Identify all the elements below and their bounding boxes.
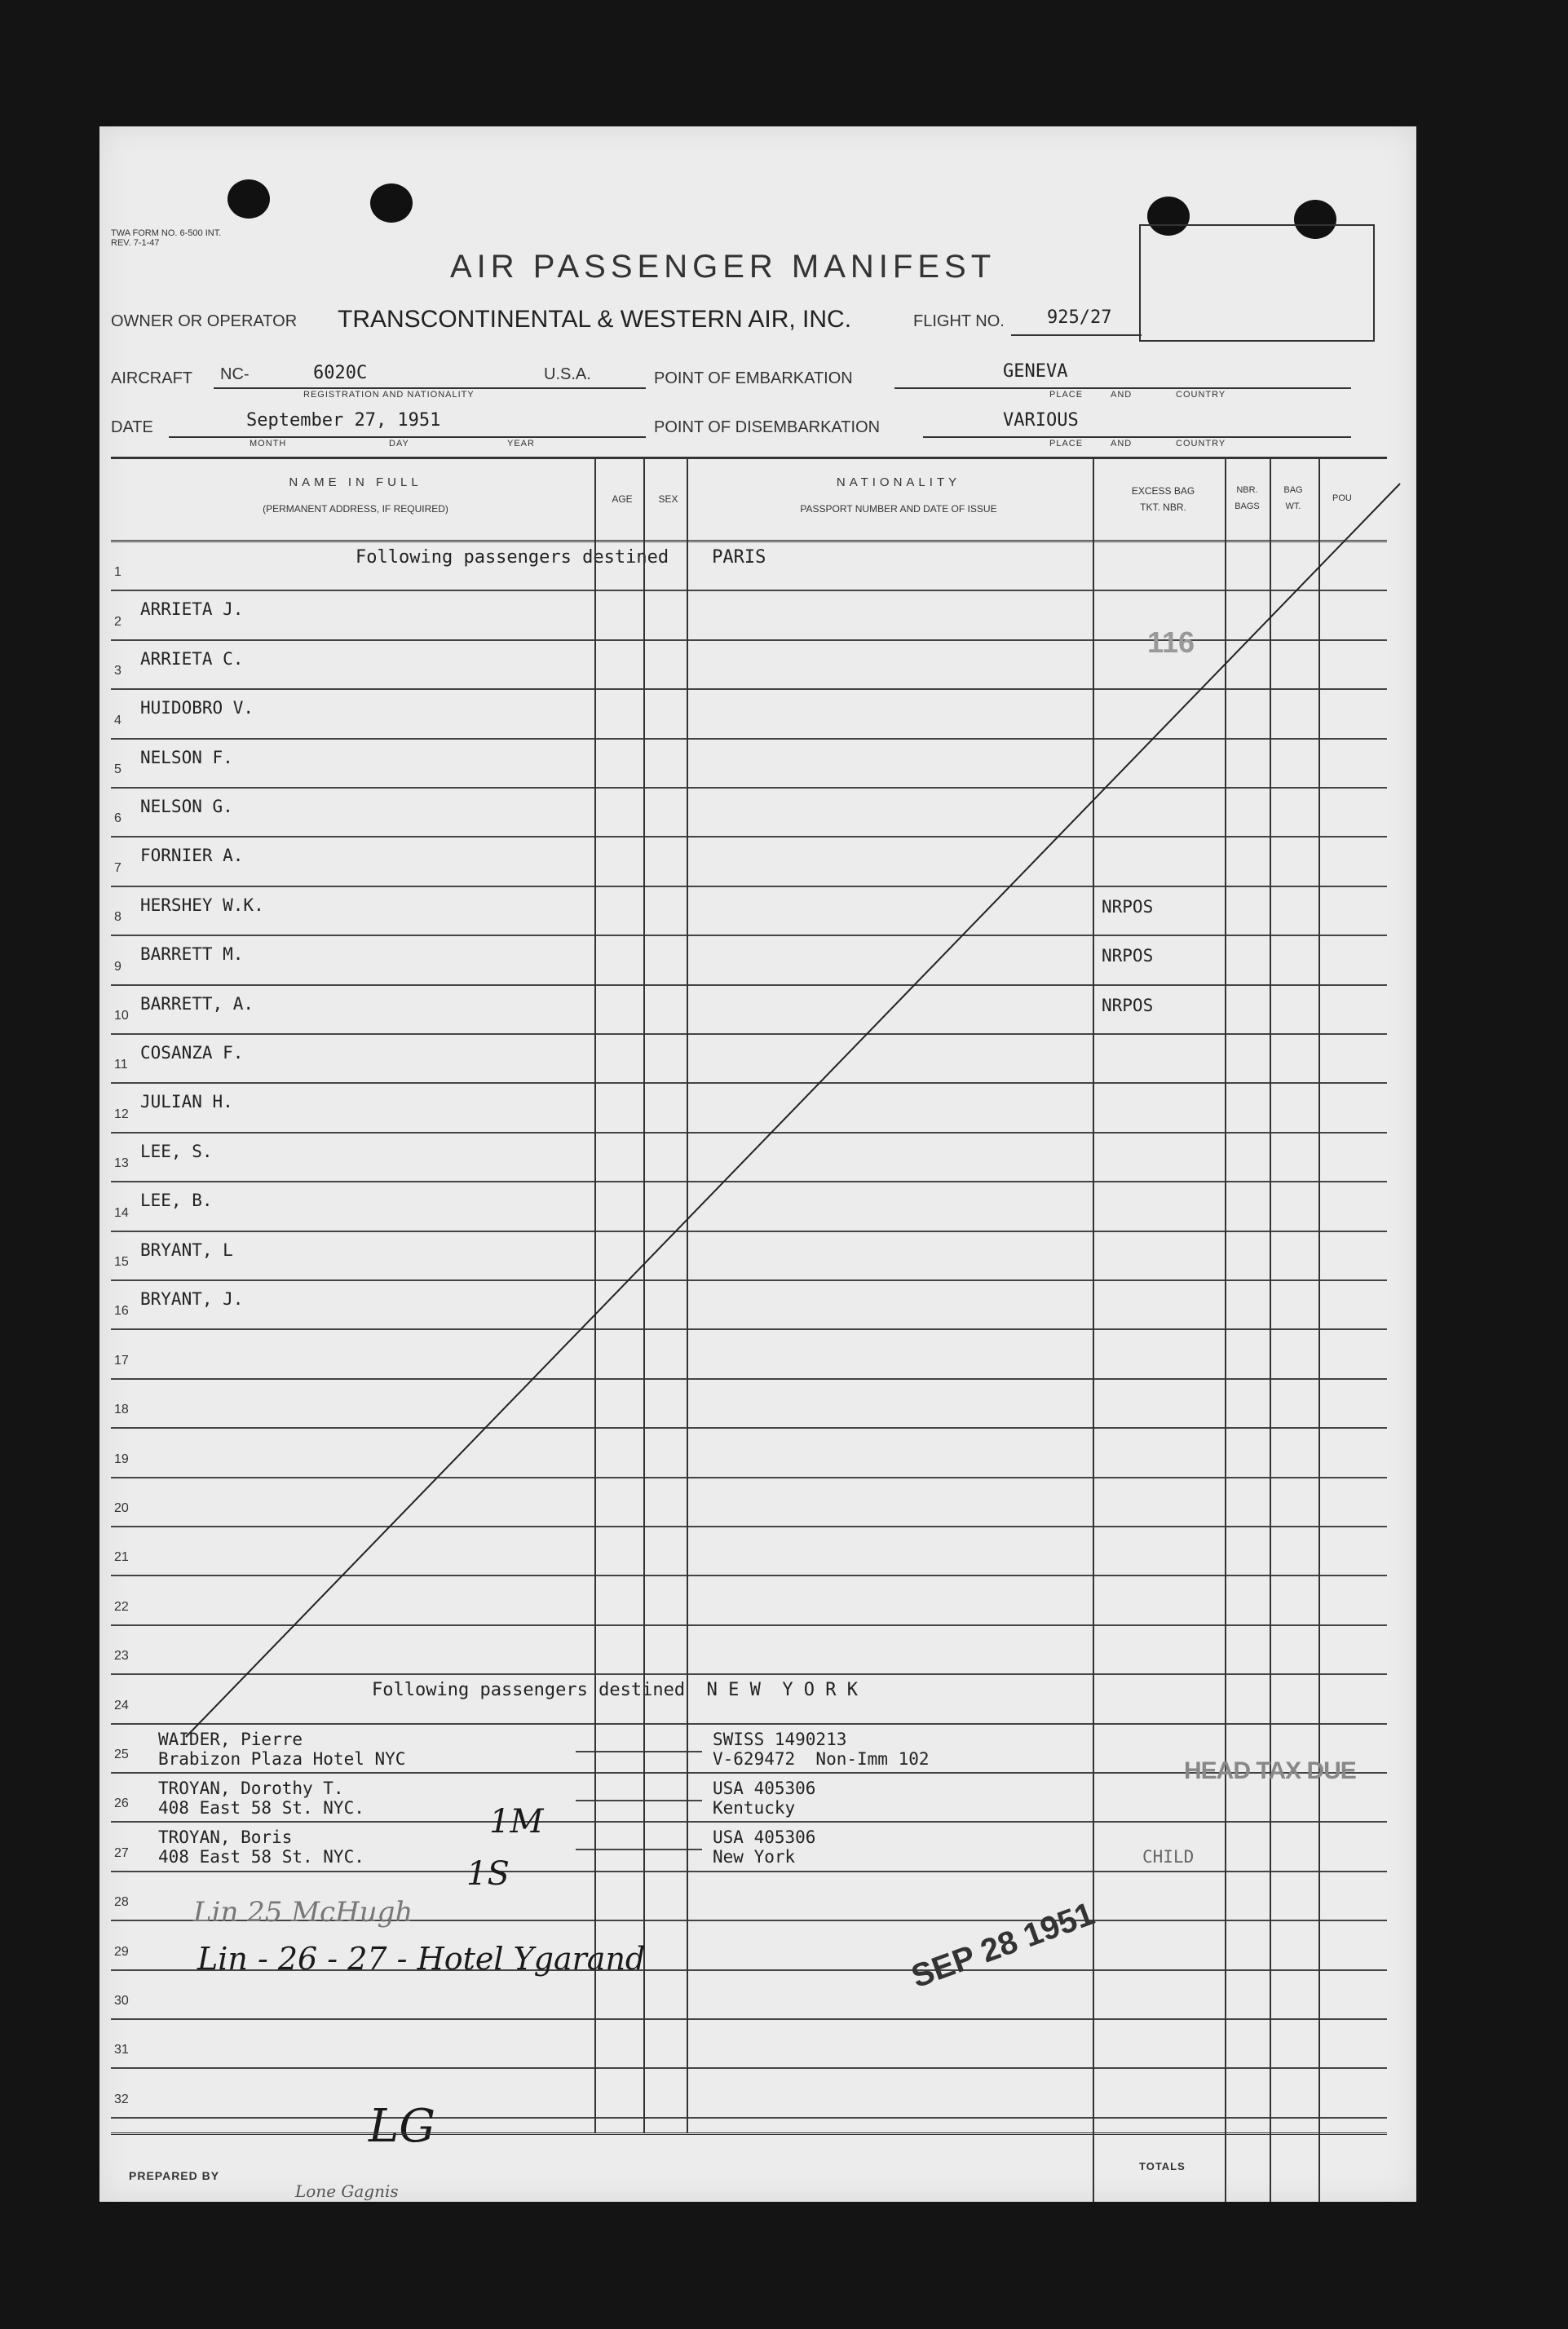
passenger-name: COSANZA F. [140, 1043, 244, 1063]
manifest-sheet [99, 126, 1416, 2202]
owner-value: TRANSCONTINENTAL & WESTERN AIR, INC. [338, 306, 852, 333]
excess-bag-note: NRPOS [1102, 995, 1154, 1015]
embark-caption-and: AND [1111, 390, 1133, 400]
col-sex-header: SEX [658, 493, 678, 505]
passenger-address: Brabizon Plaza Hotel NYC [158, 1748, 406, 1769]
row-number: 24 [114, 1698, 129, 1712]
passenger-name: TROYAN, Dorothy T. [158, 1779, 344, 1798]
passenger-address: 408 East 58 St. NYC. [158, 1847, 364, 1867]
passport-number: SWISS 1490213 [713, 1729, 847, 1749]
excess-bag-note: NRPOS [1102, 896, 1154, 917]
handwritten-note-1: Lin 25 McHugh [193, 1896, 413, 1929]
row-number: 11 [114, 1058, 128, 1072]
row-number: 30 [114, 1993, 129, 2008]
passenger-name: BARRETT M. [140, 944, 244, 965]
row-number: 17 [114, 1353, 129, 1368]
passenger-name: FORNIER A. [140, 846, 244, 866]
embark-label: POINT OF EMBARKATION [654, 369, 853, 387]
disembark-value: VARIOUS [1003, 410, 1079, 431]
col-age-header: AGE [612, 493, 633, 505]
embark-caption-place: PLACE [1049, 390, 1084, 400]
row-number: 23 [114, 1649, 129, 1664]
row-number: 10 [114, 1008, 129, 1023]
row-number: 19 [114, 1452, 129, 1466]
row-number: 28 [114, 1895, 129, 1910]
passenger-name: ARRIETA C. [140, 648, 244, 669]
row-number: 31 [114, 2043, 129, 2057]
excess-bag-note: NRPOS [1102, 946, 1154, 966]
row-number: 16 [114, 1304, 129, 1319]
passenger-name: NELSON G. [140, 797, 233, 816]
row-number: 7 [114, 860, 121, 875]
col-bag-header: BAG [1283, 485, 1303, 495]
footer-rule [111, 2132, 1387, 2135]
col-nationality-sub: PASSPORT NUMBER AND DATE OF ISSUE [800, 503, 997, 515]
prepared-by-label: PREPARED BY [129, 2169, 220, 2182]
passenger-name: LEE, B. [140, 1191, 213, 1211]
owner-label: OWNER OR OPERATOR [111, 312, 298, 330]
passport-number: USA 405306 [713, 1827, 816, 1848]
row-number: 27 [114, 1845, 129, 1860]
passenger-name: ARRIETA J. [140, 599, 244, 620]
flight-value: 925/27 [1047, 307, 1112, 328]
row-number: 18 [114, 1403, 129, 1417]
row-number: 26 [114, 1796, 129, 1811]
row-number: 8 [114, 910, 121, 925]
passport-detail: New York [713, 1847, 796, 1867]
registration-caption: REGISTRATION AND NATIONALITY [303, 390, 475, 400]
embark-value: GENEVA [1003, 361, 1068, 382]
passport-number: USA 405306 [713, 1779, 816, 1798]
disembark-caption-country: COUNTRY [1176, 439, 1226, 449]
handwritten-initials: LG [369, 2100, 435, 2153]
row-number: 1 [114, 565, 121, 580]
preparer-name: Lone Gagnis [295, 2181, 399, 2201]
row-number: 9 [114, 959, 121, 974]
passenger-name: BRYANT, L [140, 1240, 233, 1260]
passenger-name: TROYAN, Boris [158, 1827, 293, 1848]
passenger-name: BRYANT, J. [140, 1289, 244, 1309]
row-number: 25 [114, 1747, 129, 1761]
passenger-name: HERSHEY W.K. [140, 895, 264, 915]
row-number: 6 [114, 811, 121, 826]
disembark-caption-and: AND [1111, 439, 1133, 449]
date-received-stamp: SEP 28 1951 [907, 1895, 1099, 1995]
row-number: 29 [114, 1944, 129, 1959]
aircraft-label: AIRCRAFT [111, 369, 192, 387]
col-bag-sub: WT. [1285, 502, 1301, 511]
row-number: 4 [114, 713, 121, 727]
passenger-name: LEE, S. [140, 1141, 213, 1161]
totals-label: TOTALS [1139, 2160, 1186, 2172]
row-number: 20 [114, 1500, 129, 1515]
row-number: 21 [114, 1550, 129, 1565]
row-number: 2 [114, 614, 121, 629]
row-number: 14 [114, 1205, 129, 1220]
form-number: TWA FORM NO. 6-500 INT. [111, 228, 222, 238]
embark-caption-country: COUNTRY [1176, 390, 1226, 400]
date-value: September 27, 1951 [246, 410, 441, 431]
disembark-label: POINT OF DISEMBARKATION [654, 418, 881, 436]
form-revision: REV. 7-1-47 [111, 238, 160, 248]
destination-heading: Following passengers destined N E W Y O R K [372, 1680, 859, 1701]
passport-detail: Kentucky [713, 1798, 796, 1818]
disembark-caption-place: PLACE [1049, 439, 1084, 449]
handwritten-note-2: Lin - 26 - 27 - Hotel Ygarand [197, 1941, 646, 1977]
row-number: 3 [114, 664, 121, 678]
flight-label: FLIGHT NO. [913, 312, 1005, 330]
col-excess-sub: TKT. NBR. [1140, 502, 1186, 513]
col-nationality-header: NATIONALITY [836, 475, 961, 489]
col-pou-header: POU [1332, 493, 1352, 503]
passenger-address: 408 East 58 St. NYC. [158, 1798, 364, 1818]
page-title: AIR PASSENGER MANIFEST [450, 249, 996, 285]
head-tax-stamp: HEAD TAX DUE [1184, 1757, 1356, 1784]
row-number: 32 [114, 2092, 129, 2106]
col-nbr-header: NBR. [1236, 485, 1258, 495]
passenger-name: HUIDOBRO V. [140, 698, 254, 718]
handwritten-1s: 1S [466, 1855, 510, 1893]
aircraft-prefix: NC- [220, 365, 250, 383]
passenger-name: BARRETT, A. [140, 993, 254, 1014]
handwritten-1m: 1M [489, 1803, 544, 1841]
aircraft-value: 6020C [313, 363, 368, 383]
passenger-name: JULIAN H. [140, 1092, 233, 1112]
row-number: 13 [114, 1156, 129, 1171]
col-name-sub: (PERMANENT ADDRESS, IF REQUIRED) [263, 503, 448, 515]
passenger-name: WAIDER, Pierre [158, 1729, 303, 1749]
passenger-name: NELSON F. [140, 747, 233, 767]
date-label: DATE [111, 418, 153, 436]
aircraft-country: U.S.A. [544, 365, 591, 383]
excess-bag-note: CHILD [1142, 1847, 1195, 1867]
cancellation-line [99, 126, 1416, 2202]
count-stamp: 116 [1147, 625, 1195, 659]
row-number: 12 [114, 1107, 129, 1121]
col-excess-header: EXCESS BAG [1131, 485, 1195, 497]
col-nbr-sub: BAGS [1235, 502, 1260, 511]
date-caption-year: YEAR [507, 439, 535, 449]
passport-detail: V-629472 Non-Imm 102 [713, 1748, 930, 1769]
row-number: 5 [114, 762, 121, 776]
row-number: 15 [114, 1254, 129, 1269]
col-name-header: NAME IN FULL [289, 475, 422, 489]
date-caption-day: DAY [389, 439, 409, 449]
row-number: 22 [114, 1599, 129, 1614]
destination-heading: Following passengers destined PARIS [356, 547, 766, 568]
date-caption-month: MONTH [250, 439, 287, 449]
